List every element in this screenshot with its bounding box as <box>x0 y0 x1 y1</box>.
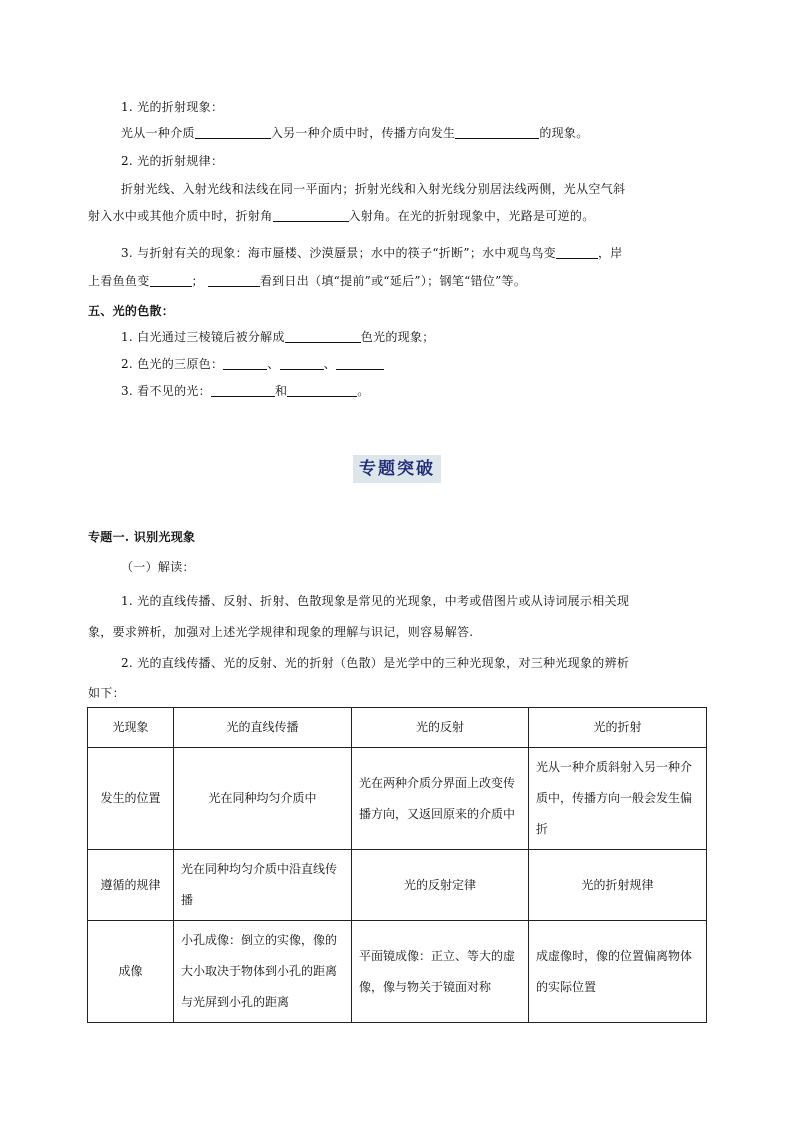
table-row <box>88 748 707 850</box>
text-fragment: 光从一种介质 <box>121 126 195 140</box>
fill-blank[interactable] <box>150 274 192 287</box>
text-fragment: 2. 色光的三原色： <box>121 357 224 371</box>
text-fragment: 色光的现象； <box>360 330 435 344</box>
text-fragment: 和 <box>274 384 288 398</box>
table-header-cell: 光的反射 <box>352 708 529 748</box>
table-cell: 光的反射定律 <box>352 850 529 921</box>
text-fragment: 入另一种介质中时，传播方向发生 <box>270 126 456 140</box>
text-fragment: 的现象。 <box>539 126 589 140</box>
fill-blank[interactable] <box>211 384 275 397</box>
topic1-p2-line2: 如下： <box>88 686 125 700</box>
dispersion-heading: 五、光的色散： <box>88 304 175 318</box>
table-cell: 光在两种介质分界面上改变传播方向，又返回原来的介质中 <box>352 748 529 850</box>
refraction-phenomenon-title: 1. 光的折射现象： <box>121 100 224 114</box>
table-cell: 光在同种均匀介质中沿直线传播 <box>174 850 352 921</box>
table-header-cell: 光的直线传播 <box>174 708 352 748</box>
text-fragment: ； <box>191 274 204 288</box>
topic1-p1-line2: 象，要求辨析，加强对上述光学规律和现象的理解与识记，则容易解答. <box>88 625 474 639</box>
refraction-related-line1 <box>121 244 623 261</box>
text-fragment: 上看鱼鱼变 <box>88 274 150 288</box>
fill-blank[interactable] <box>285 330 361 343</box>
table-header-cell: 光的折射 <box>529 708 707 748</box>
table-cell: 小孔成像：倒立的实像，像的大小取决于物体到小孔的距离与光屏到小孔的距离 <box>174 921 352 1023</box>
topic1-subheading: （一）解读： <box>121 560 195 574</box>
dispersion-item3 <box>121 382 370 399</box>
fill-blank[interactable] <box>280 357 324 370</box>
table-cell: 平面镜成像：正立、等大的虚像，像与物关于镜面对称 <box>352 921 529 1023</box>
fill-blank[interactable] <box>287 384 357 397</box>
fill-blank[interactable] <box>208 274 260 287</box>
dispersion-item2 <box>121 355 384 372</box>
refraction-law-line2 <box>88 207 595 224</box>
fill-blank[interactable] <box>336 357 384 370</box>
text-fragment: 看到日出（填“提前”或“延后”）；钢笔“错位”等。 <box>259 274 527 288</box>
table-cell: 成虚像时，像的位置偏离物体的实际位置 <box>529 921 707 1023</box>
table-header-row <box>88 708 707 748</box>
topic1-p2-line1: 2. 光的直线传播、光的反射、光的折射（色散）是光学中的三种光现象，对三种光现象的辨析 <box>121 656 630 670</box>
table-row <box>88 921 707 1023</box>
text-fragment: ，岸 <box>597 246 623 260</box>
text-fragment: 入射角。在光的折射现象中，光路是可逆的。 <box>348 209 595 223</box>
refraction-phenomenon-text <box>121 124 589 141</box>
table-header-cell: 光现象 <box>88 708 174 748</box>
fill-blank[interactable] <box>556 246 598 259</box>
text-fragment: 3. 看不见的光： <box>121 384 211 398</box>
fill-blank[interactable] <box>455 126 539 139</box>
table-row-label: 发生的位置 <box>88 748 174 850</box>
section-banner: 专题突破 <box>353 455 441 483</box>
topic1-heading: 专题一. 识别光现象 <box>88 530 196 544</box>
table-cell: 光在同种均匀介质中 <box>174 748 352 850</box>
table-row-label: 遵循的规律 <box>88 850 174 921</box>
dispersion-item1 <box>121 328 435 345</box>
topic1-p1-line1: 1. 光的直线传播、反射、折射、色散现象是常见的光现象，中考或借图片或从诗词展示相关现 <box>121 594 630 608</box>
fill-blank[interactable] <box>273 209 349 222</box>
fill-blank[interactable] <box>195 126 271 139</box>
text-fragment: 1. 白光通过三棱镜后被分解成 <box>121 330 285 344</box>
table-row-label: 成像 <box>88 921 174 1023</box>
text-fragment: 。 <box>357 384 370 398</box>
text-fragment: 3. 与折射有关的现象：海市蜃楼、沙漠蜃景；水中的筷子“折断”；水中观鸟鸟变 <box>121 246 556 260</box>
fill-blank[interactable] <box>223 357 267 370</box>
refraction-law-title: 2. 光的折射规律： <box>121 154 224 168</box>
separator: 、 <box>323 357 336 371</box>
refraction-related-line2 <box>88 272 526 289</box>
separator: 、 <box>267 357 280 371</box>
text-fragment: 射入水中或其他介质中时，折射角 <box>88 209 273 223</box>
table-row <box>88 850 707 921</box>
table-cell: 光从一种介质斜射入另一种介质中，传播方向一般会发生偏折 <box>529 748 707 850</box>
refraction-law-line1: 折射光线、入射光线和法线在同一平面内；折射光线和入射光线分别居法线两侧，光从空气斜 <box>121 182 626 196</box>
table-cell: 光的折射规律 <box>529 850 707 921</box>
light-phenomena-table <box>87 707 707 1023</box>
